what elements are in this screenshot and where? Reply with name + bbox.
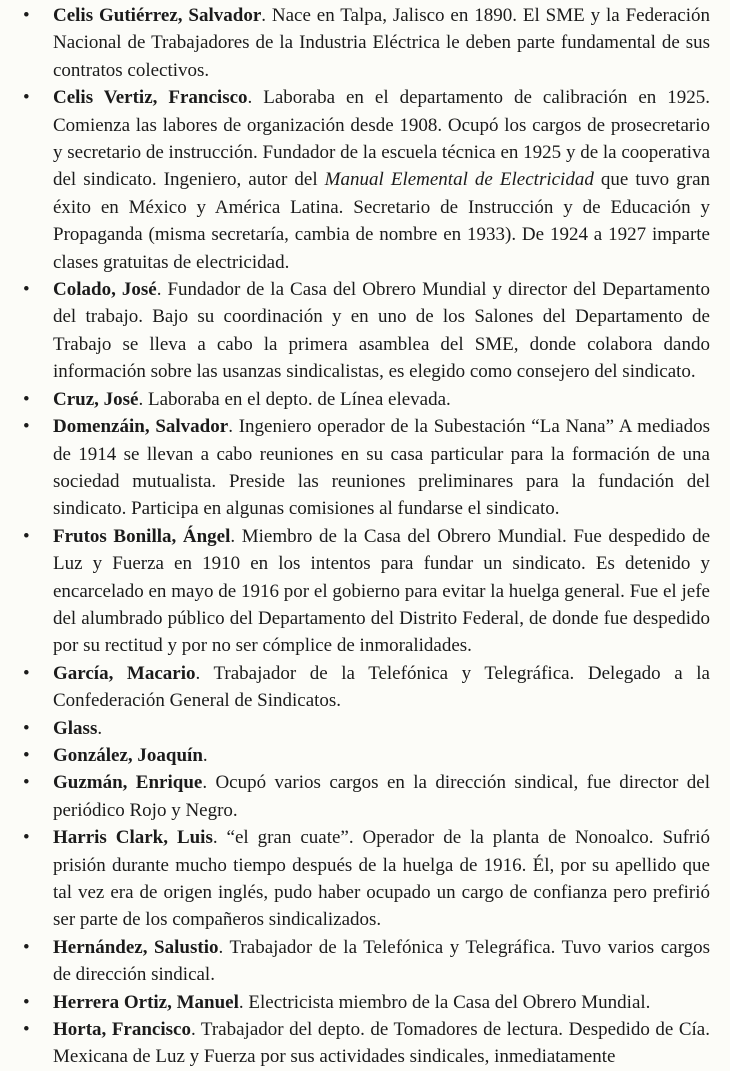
entry-body: que tuvo gran éxito en México y América Latina. Secretario de Instrucción y de Educación y Propaganda (misma secretaría, cambia de nombre en 1933). De 1924 a 1927 imparte clases gratuitas de electricidad.: [53, 169, 710, 273]
entry-body: . Fundador de la Casa del Obrero Mundial y director del Departamento del trabajo. Bajo su coordinación y en uno de los Salones del Departamento de Trabajo se lleva a cabo la primera asamblea del SME, donde colabora dando información sobre las usanzas sindicalistas, es elegido como consejero del sindicato.: [53, 279, 710, 383]
bullet-icon: •: [23, 662, 30, 684]
biography-list: [23, 2, 710, 1071]
entry-name: Frutos Bonilla, Ángel: [53, 525, 231, 547]
list-item: [23, 715, 710, 742]
entry-name: Domenzáin, Salvador: [53, 416, 229, 438]
bullet-icon: •: [23, 87, 30, 109]
entry-name: Colado, José: [53, 279, 157, 301]
entry-name: Horta, Francisco: [53, 1019, 191, 1041]
list-item: [23, 934, 710, 989]
bullet-icon: •: [23, 1019, 30, 1041]
list-item: [23, 769, 710, 824]
bullet-icon: •: [23, 991, 30, 1013]
entry-body-italic: Manual Elemental de Electricidad: [324, 169, 594, 191]
bullet-icon: •: [23, 717, 30, 739]
entry-body: .: [202, 744, 208, 766]
entry-name: Celis Gutiérrez, Salvador: [53, 5, 262, 26]
entry-name: Glass: [53, 717, 98, 739]
bullet-icon: •: [23, 388, 30, 410]
entry-body: . Trabajador de la Telefónica y Telegráfica. Tuvo varios cargos de dirección sindical.: [53, 936, 710, 986]
bullet-icon: •: [23, 936, 30, 958]
list-item: [23, 824, 710, 934]
list-item: [23, 386, 710, 413]
entry-name: Guzmán, Enrique: [53, 772, 203, 794]
list-item: [23, 1016, 710, 1071]
bullet-icon: •: [23, 827, 30, 849]
entry-body: . Trabajador de la Telefónica y Telegráfica. Delegado a la Confederación General de Sindicatos.: [53, 662, 710, 712]
entry-body: .: [97, 717, 103, 739]
entry-body: . Laboraba en el departamento de calibración en 1925. Comienza las labores de organización desde 1908. Ocupó los cargos de prosecretario y secretario de instrucción. Fundador de la escuela técnica en 1925 y de la cooperativa del sindicato. Ingeniero, autor del: [53, 87, 710, 191]
bullet-icon: •: [23, 744, 30, 766]
entry-name: García, Macario: [53, 662, 196, 684]
entry-body: . Miembro de la Casa del Obrero Mundial. Fue despedido de Luz y Fuerza en 1910 en los intentos para fundar un sindicato. Es detenido y encarcelado en mayo de 1916 por el gobierno para evitar la huelga general. Fue el jefe del alumbrado público del Departamento del Distrito Federal, de donde fue despedido por su rectitud y por no ser cómplice de inmoralidades.: [53, 525, 711, 657]
list-item: [23, 660, 710, 715]
entry-body: . Nace en Talpa, Jalisco en 1890. El SME y la Federación Nacional de Trabajadores de la Industria Eléctrica le deben parte fundamental de sus contratos colectivos.: [53, 5, 710, 81]
entry-body: . Laboraba en el depto. de Línea elevada.: [138, 388, 451, 410]
entry-name: Cruz, José: [53, 388, 139, 410]
list-item: [23, 84, 710, 276]
entry-body: . Electricista miembro de la Casa del Obrero Mundial.: [238, 991, 651, 1013]
bullet-icon: •: [23, 525, 30, 547]
entry-body: . Ocupó varios cargos en la dirección sindical, fue director del periódico Rojo y Negro.: [53, 772, 710, 821]
entry-name: Herrera Ortiz, Manuel: [53, 991, 239, 1013]
list-item: [23, 413, 710, 523]
list-item: [23, 989, 710, 1016]
document-page: [23, 2, 710, 1071]
bullet-icon: •: [23, 772, 30, 794]
entry-body: . Ingeniero operador de la Subestación “La Nana” A mediados de 1914 se llevan a cabo reuniones en su casa particular para la formación de una sociedad mutualista. Preside las reuniones preliminares para la fundación del sindicato. Participa en algunas comisiones al fundarse el sindicato.: [53, 416, 710, 520]
entry-body: . Trabajador del depto. de Tomadores de lectura. Despedido de Cía. Mexicana de Luz y Fuerza por sus actividades sindicales, inmediatamente: [53, 1019, 710, 1068]
bullet-icon: •: [23, 279, 30, 301]
bullet-icon: •: [23, 416, 30, 438]
entry-body: . “el gran cuate”. Operador de la planta de Nonoalco. Sufrió prisión durante mucho tiempo después de la huelga de 1916. Él, por su apellido que tal vez era de origen inglés, pudo haber ocupado un cargo de confianza pero prefirió ser parte de los compañeros sindicalizados.: [53, 827, 710, 931]
entry-name: Celis Vertiz, Francisco: [53, 87, 248, 109]
list-item: [23, 523, 710, 660]
list-item: [23, 2, 710, 84]
list-item: [23, 276, 710, 386]
list-item: [23, 742, 710, 769]
entry-name: González, Joaquín: [53, 744, 203, 766]
entry-name: Hernández, Salustio: [53, 936, 219, 958]
entry-name: Harris Clark, Luis: [53, 827, 213, 849]
bullet-icon: •: [23, 5, 30, 26]
